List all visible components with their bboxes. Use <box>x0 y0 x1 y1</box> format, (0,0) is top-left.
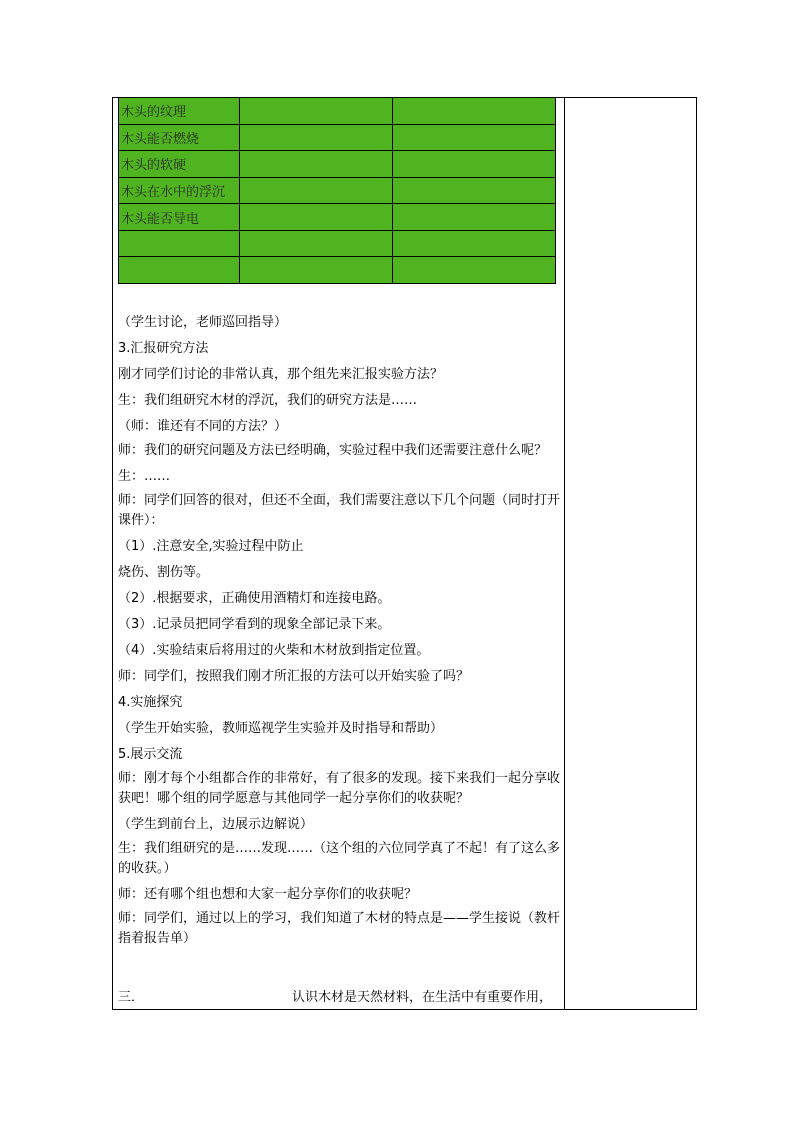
table-row <box>119 151 556 178</box>
list-item: （1）.注意安全,实验过程中防止 <box>118 539 304 554</box>
table-cell <box>393 177 556 204</box>
table-cell: 木头能否导电 <box>119 204 240 231</box>
section-heading: 5.展示交流 <box>118 747 183 762</box>
paragraph: （学生到前台上，边展示边解说） <box>118 817 314 832</box>
list-item: （4）.实验结束后将用过的火柴和木材放到指定位置。 <box>118 643 430 658</box>
table-cell <box>393 204 556 231</box>
paragraph: 师：还有哪个组也想和大家一起分享你们的收获呢？ <box>118 887 418 902</box>
table-row <box>119 177 556 204</box>
table-cell: 木头的纹理 <box>119 98 240 125</box>
paragraph: 师：同学们，通过以上的学习，我们知道了木材的特点是——学生接说（教杆指着报告单） <box>118 911 561 946</box>
table-row <box>119 204 556 231</box>
table-cell <box>393 230 556 257</box>
paragraph: 生：我们组研究的是……发现……（这个组的六位同学真了不起！有了这么多的收获。） <box>118 841 561 876</box>
paragraph: 生：我们组研究木材的浮沉，我们的研究方法是…… <box>118 393 418 408</box>
section-heading: 3.汇报研究方法 <box>118 341 209 356</box>
column-divider <box>564 97 565 1010</box>
table-cell <box>393 151 556 178</box>
table-cell <box>240 177 393 204</box>
paragraph: 师：我们的研究问题及方法已经明确，实验过程中我们还需要注意什么呢？ <box>118 443 548 458</box>
paragraph: 师：同学们，按照我们刚才所汇报的方法可以开始实验了吗？ <box>118 669 470 684</box>
table-cell <box>119 230 240 257</box>
paragraph: （学生开始实验，教师巡视学生实验并及时指导和帮助） <box>118 721 444 736</box>
table-row <box>119 230 556 257</box>
table-cell <box>240 124 393 151</box>
table-cell <box>240 98 393 125</box>
paragraph: 师：刚才每个小组都合作的非常好，有了很多的发现。接下来我们一起分享收获吧！哪个组的同学愿意与其他同学一起分享你们的收获呢？ <box>118 771 561 806</box>
section-text: 认识木材是天然材料，在生活中有重要作用， <box>292 990 553 1005</box>
table-cell <box>393 124 556 151</box>
paragraph: 生：…… <box>118 469 171 484</box>
table-row <box>119 98 556 125</box>
table-cell <box>240 230 393 257</box>
observation-table <box>118 97 556 284</box>
section-three-line <box>118 988 560 1008</box>
table-cell: 木头的软硬 <box>119 151 240 178</box>
list-item: （2）.根据要求，正确使用酒精灯和连接电路。 <box>118 591 391 606</box>
paragraph: （学生讨论，老师巡回指导） <box>118 315 288 330</box>
table-cell: 木头在水中的浮沉 <box>119 177 240 204</box>
paragraph: 刚才同学们讨论的非常认真，那个组先来汇报实验方法？ <box>118 367 444 382</box>
table-cell <box>240 257 393 284</box>
table-cell <box>393 98 556 125</box>
paragraph: （师：谁还有不同的方法？） <box>118 419 288 434</box>
paragraph: 烧伤、割伤等。 <box>118 565 210 580</box>
table-cell: 木头能否燃烧 <box>119 124 240 151</box>
section-heading: 4.实施探究 <box>118 695 183 710</box>
table-cell <box>393 257 556 284</box>
table-row <box>119 124 556 151</box>
paragraph: 师：同学们回答的很对，但还不全面，我们需要注意以下几个问题（同时打开课件）： <box>118 493 561 528</box>
section-number: 三． <box>118 990 145 1005</box>
list-item: （3）.记录员把同学看到的现象全部记录下来。 <box>118 617 391 632</box>
table-row <box>119 257 556 284</box>
lesson-content <box>118 311 560 953</box>
table-cell <box>240 151 393 178</box>
table-cell <box>119 257 240 284</box>
table-cell <box>240 204 393 231</box>
